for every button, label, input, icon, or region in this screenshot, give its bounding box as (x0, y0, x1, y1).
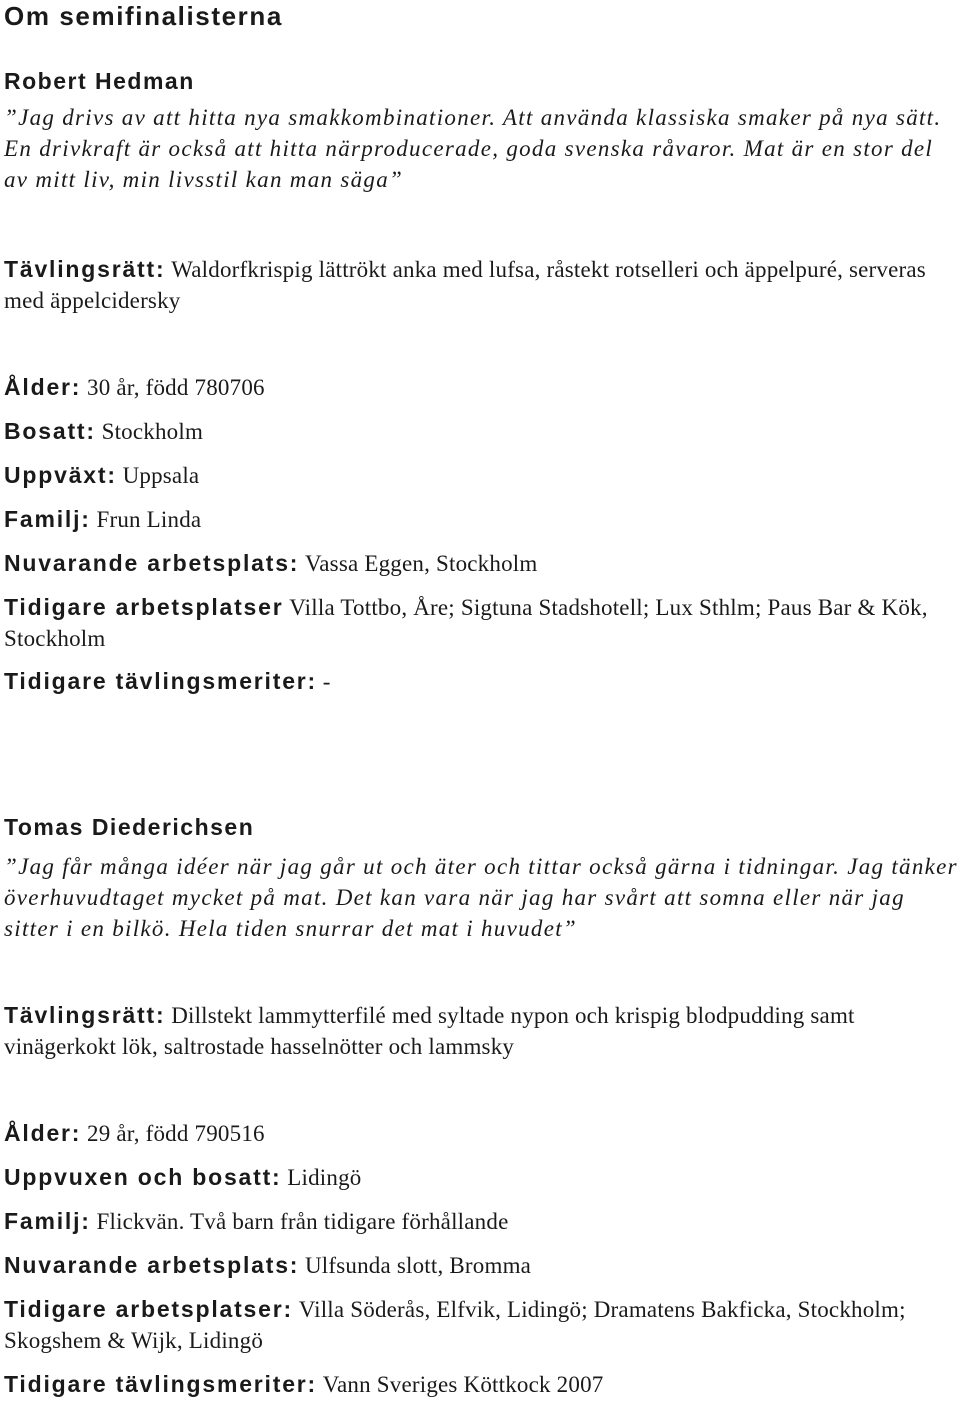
field-label: Nuvarande arbetsplats: (4, 550, 300, 576)
field-label: Uppvuxen och bosatt: (4, 1164, 282, 1190)
page-title: Om semifinalisterna (4, 1, 283, 31)
field-label: Tidigare tävlingsmeriter: (4, 668, 317, 694)
field-value: 30 år, född 780706 (87, 375, 265, 400)
field-value: Dillstekt lammytterfilé med syltade nypon och krispig blodpudding samt vinägerkokt lök, saltrostade hasselnötter och lammsky (4, 1003, 855, 1059)
field-value: Uppsala (122, 463, 200, 488)
field-family (4, 1206, 960, 1237)
field-label: Tävlingsrätt: (4, 256, 166, 282)
field-value: Flickvän. Två barn från tidigare förhållande (96, 1209, 509, 1234)
field-previous-workplaces (4, 1294, 960, 1356)
field-value: Stockholm (101, 419, 204, 444)
field-upbringing-residence (4, 1162, 960, 1193)
field-label: Tävlingsrätt: (4, 1002, 166, 1028)
field-label: Nuvarande arbetsplats: (4, 1252, 300, 1278)
field-value: Vassa Eggen, Stockholm (305, 551, 538, 576)
field-value: Villa Tottbo, Åre; Sigtuna Stadshotell; Lux Sthlm; Paus Bar & Kök, Stockholm (4, 595, 928, 651)
field-label: Tidigare tävlingsmeriter: (4, 1371, 317, 1397)
field-value: Waldorfkrispig lättrökt anka med lufsa, råstekt rotselleri och äppelpuré, serveras med äppelcidersky (4, 257, 926, 313)
person-name: Robert Hedman (4, 68, 195, 94)
field-previous-merits (4, 1369, 960, 1400)
person-name: Tomas Diederichsen (4, 814, 255, 840)
field-residence (4, 416, 960, 447)
field-label: Tidigare arbetsplatser (4, 594, 284, 620)
field-label: Familj: (4, 506, 91, 532)
field-value: Vann Sveriges Köttkock 2007 (322, 1372, 604, 1397)
person-quote: ”Jag får många idéer när jag går ut och äter och tittar också gärna i tidningar. Jag tänker överhuvudtaget mycket på mat. Det kan vara när jag har svårt att somna eller när jag sitter i en bilkö. Hela tiden snurrar det mat i huvudet” (4, 854, 958, 941)
field-label: Uppväxt: (4, 462, 117, 488)
field-previous-merits (4, 666, 960, 697)
field-current-workplace (4, 548, 960, 579)
field-value: Lidingö (287, 1165, 362, 1190)
field-value: - (322, 669, 331, 694)
field-value: Ulfsunda slott, Bromma (305, 1253, 532, 1278)
field-age (4, 1118, 960, 1149)
field-label: Bosatt: (4, 418, 96, 444)
field-family (4, 504, 960, 535)
field-label: Ålder: (4, 1120, 82, 1146)
field-label: Ålder: (4, 374, 82, 400)
field-age (4, 372, 960, 403)
field-upbringing (4, 460, 960, 491)
field-previous-workplaces (4, 592, 960, 654)
field-value: Villa Söderås, Elfvik, Lidingö; Dramatens Bakficka, Stockholm; Skogshem & Wijk, Lidingö (4, 1297, 906, 1353)
field-label: Familj: (4, 1208, 91, 1234)
field-current-workplace (4, 1250, 960, 1281)
field-value: Frun Linda (96, 507, 202, 532)
field-label: Tidigare arbetsplatser: (4, 1296, 293, 1322)
field-dish (4, 254, 960, 316)
person-quote: ”Jag drivs av att hitta nya smakkombinationer. Att använda klassiska smaker på nya sätt. En drivkraft är också att hitta närproducerade, goda svenska råvaror. Mat är en stor del av mitt liv, min livsstil kan man säga” (4, 105, 942, 192)
field-value: 29 år, född 790516 (87, 1121, 265, 1146)
field-dish (4, 1000, 960, 1062)
